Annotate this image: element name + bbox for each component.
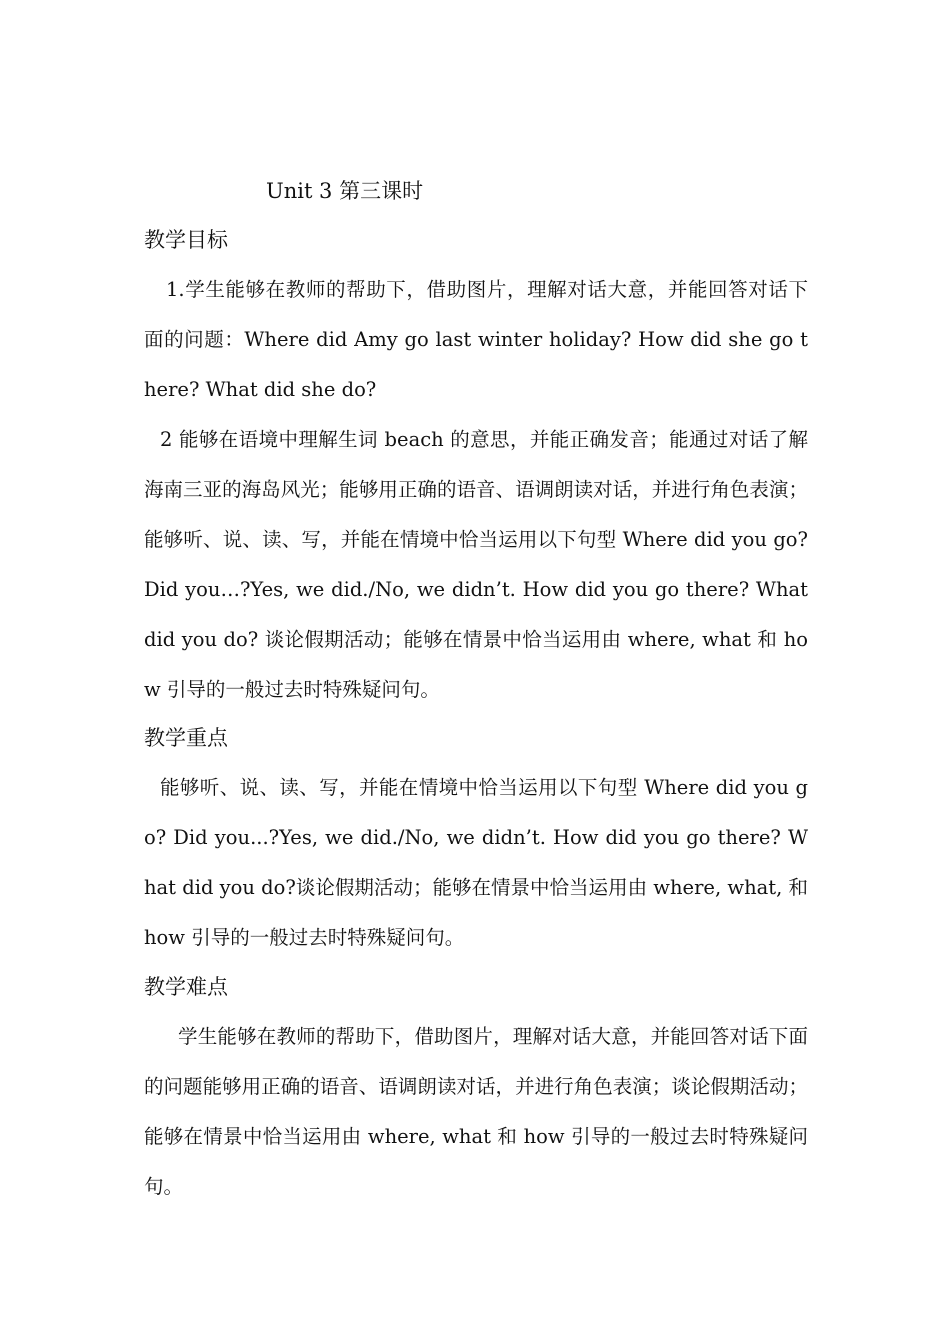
document-title: Unit 3 第三课时: [266, 179, 424, 203]
key-points-paragraph: 能够听、说、读、写，并能在情境中恰当运用以下句型 Where did you go? Did you...?Yes, we did./No, we didn’t. How did you go there? What did you do?谈论假期活动；能够在情景中恰当运用由 where, what, 和 how 引导的一般过去时特殊疑问句。: [144, 776, 808, 949]
objectives-paragraph-1: 1.学生能够在教师的帮助下，借助图片，理解对话大意，并能回答对话下面的问题：Where did Amy go last winter holiday? How did she go there? What did she do?: [144, 278, 808, 401]
objectives-paragraph-2: 2 能够在语境中理解生词 beach 的意思，并能正确发音；能通过对话了解海南三亚的海岛风光；能够用正确的语音、语调朗读对话，并进行角色表演；能够听、说、读、写，并能在情境中恰当运用以下句型 Where did you go? Did you…?Yes, we did./No, we didn’t. How did you go there? What did you do? 谈论假期活动；能够在情景中恰当运用由 where, what 和 how 引导的一般过去时特殊疑问句。: [144, 428, 808, 701]
heading-difficult-points: 教学难点: [144, 975, 228, 999]
heading-key-points: 教学重点: [144, 726, 228, 750]
difficult-points-paragraph: 学生能够在教师的帮助下，借助图片，理解对话大意，并能回答对话下面的问题能够用正确的语音、语调朗读对话，并进行角色表演；谈论假期活动；能够在情景中恰当运用由 where, what 和 how 引导的一般过去时特殊疑问句。: [144, 1025, 808, 1198]
heading-teaching-objectives: 教学目标: [144, 228, 228, 252]
